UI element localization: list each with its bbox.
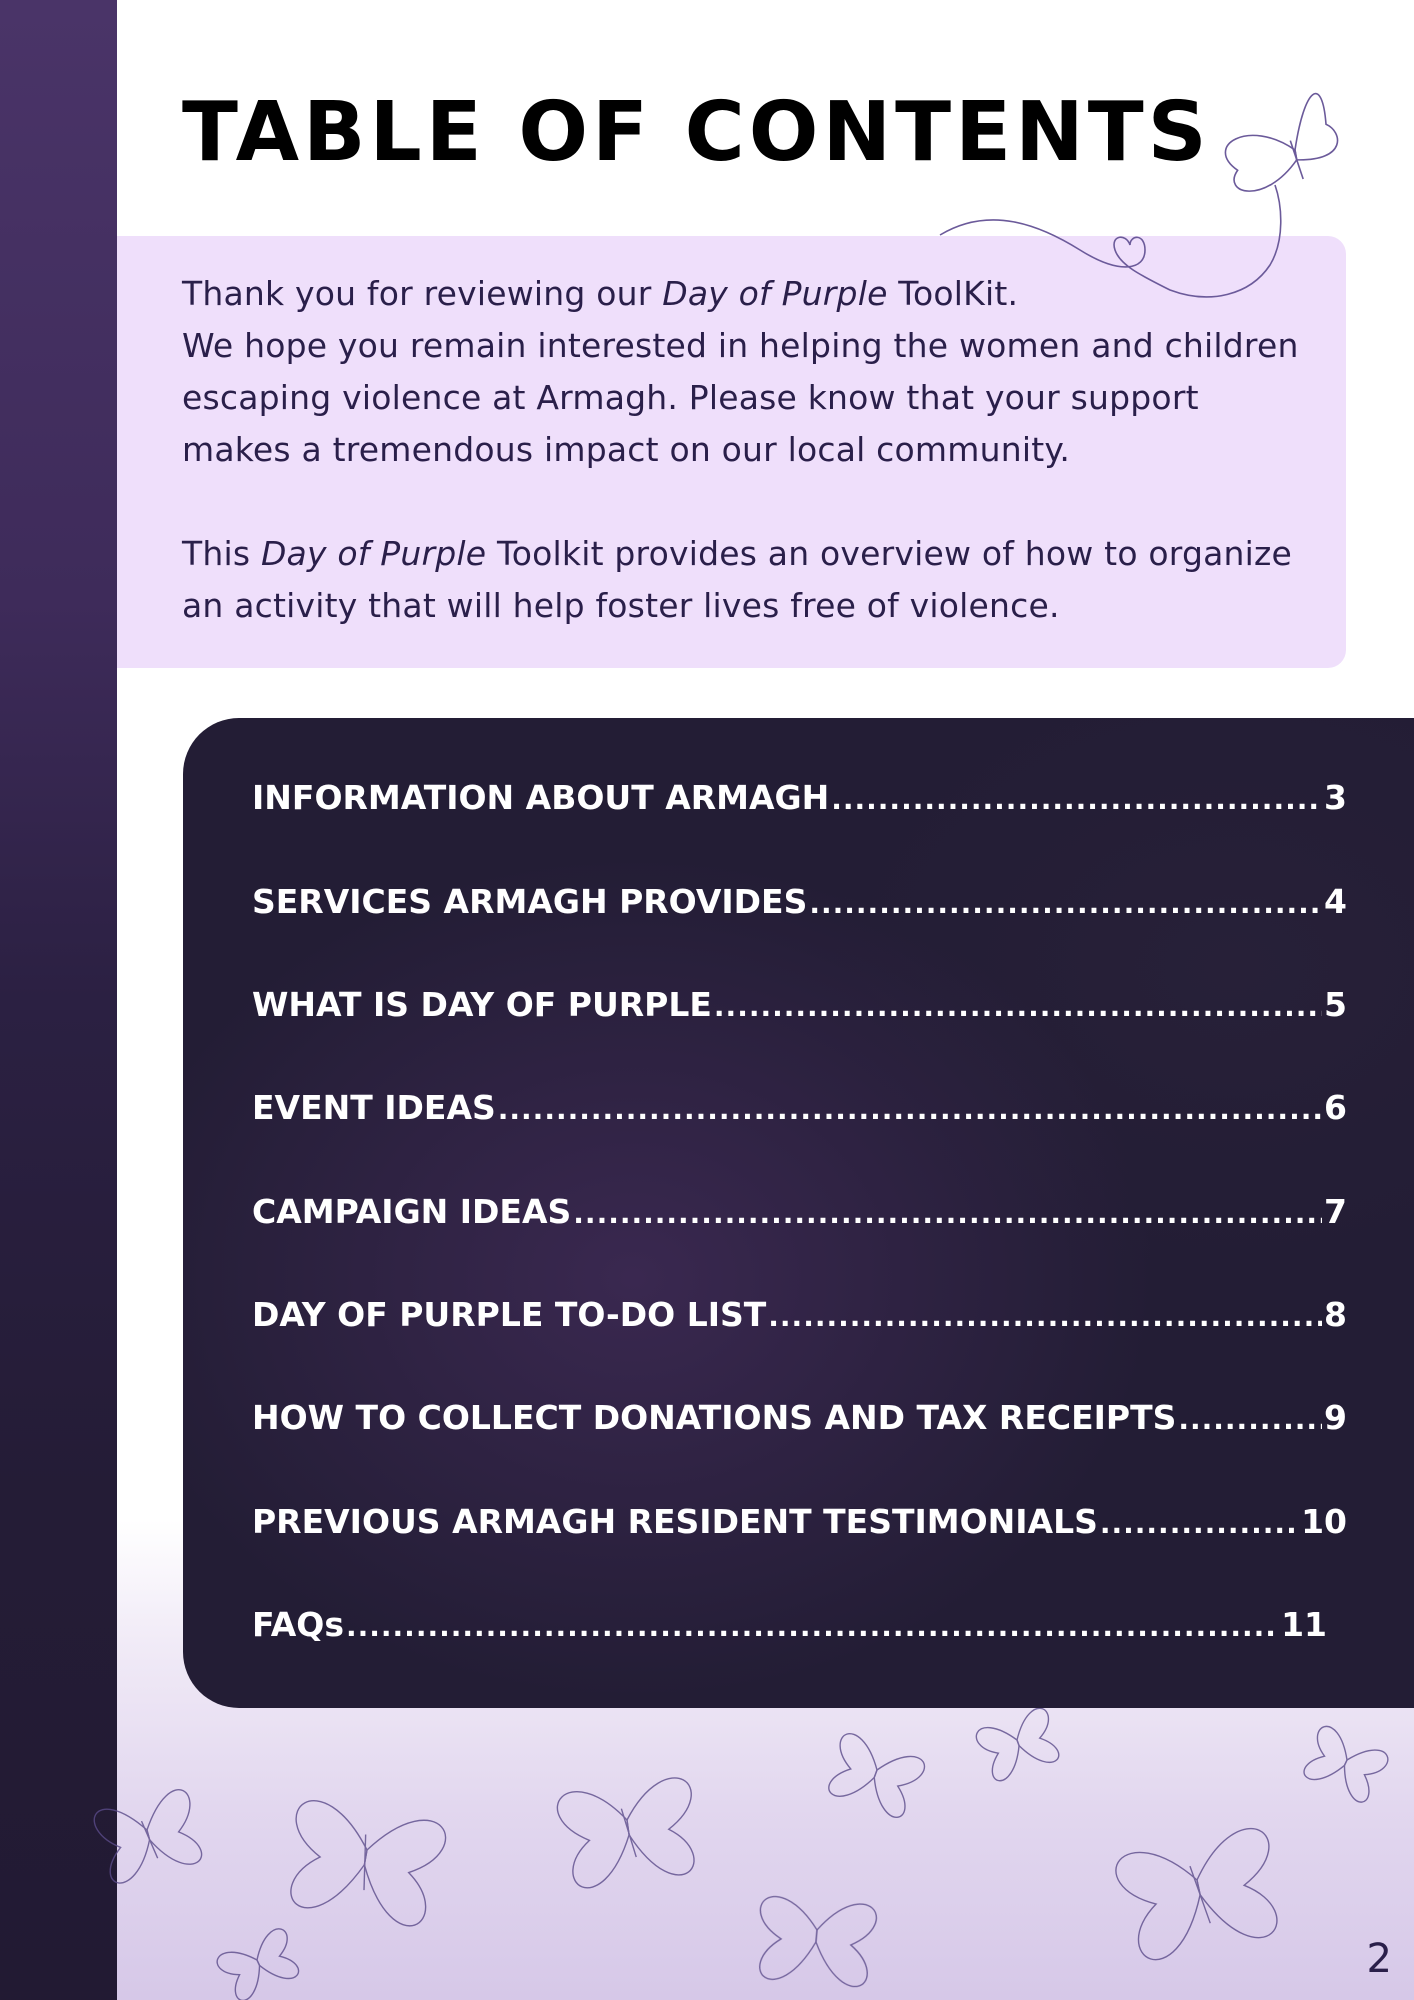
toc-entry[interactable] — [252, 882, 1347, 928]
toc-leader-dots — [768, 1300, 1322, 1333]
intro-p2-prefix: This — [182, 534, 261, 573]
toc-leader-dots — [714, 990, 1322, 1023]
toc-entry-page: 11 — [1281, 1605, 1327, 1644]
toc-entry[interactable] — [252, 1605, 1327, 1651]
toc-entry-page: 4 — [1324, 882, 1347, 921]
toc-entry[interactable] — [252, 1192, 1347, 1238]
toc-entry-label: PREVIOUS ARMAGH RESIDENT TESTIMONIALS — [252, 1502, 1098, 1541]
toc-entry-label: EVENT IDEAS — [252, 1088, 496, 1127]
toc-leader-dots — [809, 887, 1322, 920]
toc-leader-dots — [346, 1610, 1279, 1643]
intro-line1-suffix: ToolKit. — [887, 274, 1019, 313]
toc-entry-label: INFORMATION ABOUT ARMAGH — [252, 778, 830, 817]
left-sidebar-bar — [0, 0, 117, 2000]
toc-leader-dots — [573, 1197, 1322, 1230]
intro-p2-suffix: Toolkit provides an overview of how to organize an activity that will help foster lives free of violence. — [182, 534, 1293, 625]
toc-entry-page: 8 — [1324, 1295, 1347, 1334]
toc-entry-label: CAMPAIGN IDEAS — [252, 1192, 572, 1231]
toc-entry[interactable] — [252, 1398, 1347, 1444]
toc-entry-page: 9 — [1324, 1398, 1347, 1437]
toc-entry-page: 10 — [1301, 1502, 1347, 1541]
toc-leader-dots — [1100, 1507, 1299, 1540]
toc-entry-label: DAY OF PURPLE TO-DO LIST — [252, 1295, 767, 1334]
toc-entry[interactable] — [252, 1502, 1347, 1548]
toc-entry-label: HOW TO COLLECT DONATIONS AND TAX RECEIPTS — [252, 1398, 1177, 1437]
intro-paragraph1-rest: We hope you remain interested in helping the women and children escaping violence at Armagh. Please know that your support makes a tremendous impact on our local community. — [182, 326, 1299, 469]
intro-line1-prefix: Thank you for reviewing our — [182, 274, 663, 313]
toc-entry-label: SERVICES ARMAGH PROVIDES — [252, 882, 808, 921]
page-title: TABLE OF CONTENTS — [182, 85, 1211, 180]
toc-entry-label: FAQs — [252, 1605, 344, 1644]
toc-entry[interactable] — [252, 778, 1347, 824]
intro-p2-italic: Day of Purple — [260, 534, 487, 573]
intro-text — [182, 268, 1302, 632]
toc-entry[interactable] — [252, 1088, 1347, 1134]
toc-entry-label: WHAT IS DAY OF PURPLE — [252, 985, 712, 1024]
butterflies-pattern-icon — [117, 1700, 1414, 2000]
toc-leader-dots — [831, 783, 1322, 816]
page-number: 2 — [1366, 1936, 1392, 1982]
toc-entry-page: 3 — [1324, 778, 1347, 817]
toc-entry-page: 7 — [1324, 1192, 1347, 1231]
toc-leader-dots — [1178, 1403, 1322, 1436]
intro-line1-italic: Day of Purple — [662, 274, 888, 313]
toc-entry-page: 5 — [1324, 985, 1347, 1024]
intro-paragraph-1 — [182, 268, 1302, 476]
toc-leader-dots — [498, 1093, 1322, 1126]
toc-entry[interactable] — [252, 1295, 1347, 1341]
toc-entry[interactable] — [252, 985, 1347, 1031]
toc-entry-page: 6 — [1324, 1088, 1347, 1127]
intro-paragraph-2 — [182, 528, 1302, 632]
